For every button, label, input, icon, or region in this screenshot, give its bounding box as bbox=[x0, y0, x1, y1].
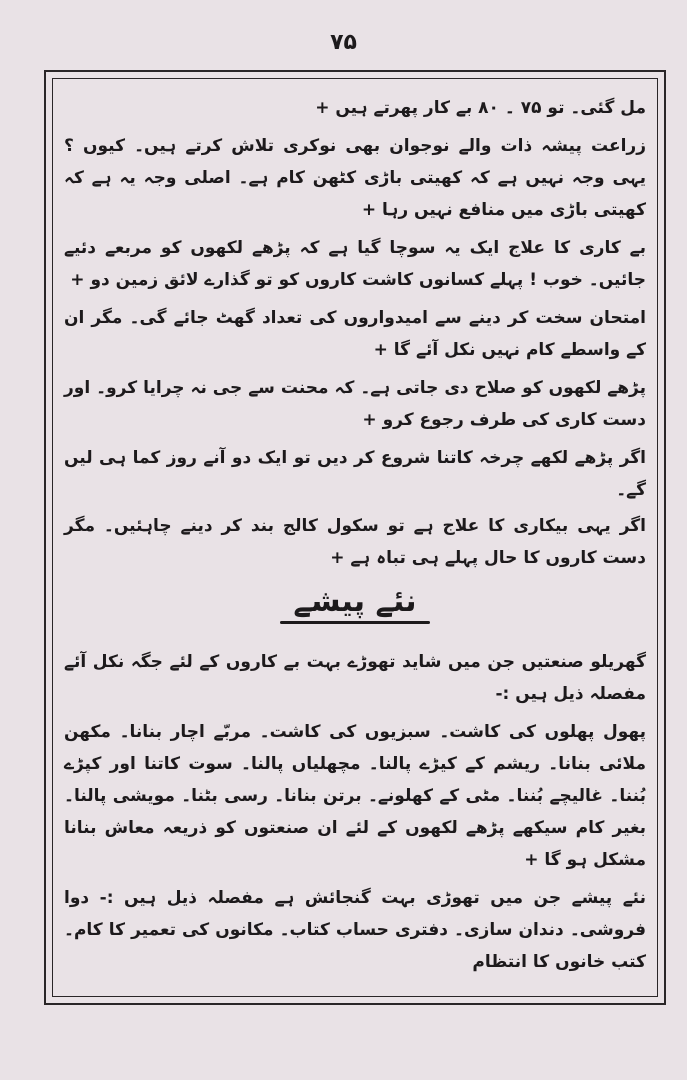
paragraph-4: امتحان سخت کر دینے سے امیدواروں کی تعداد گھٹ جائے گی۔ مگر ان کے واسطے کام نہیں نکل آئے گا + bbox=[64, 308, 646, 360]
paragraph-7: اگر یہی بیکاری کا علاج ہے تو سکول کالج بند کر دینے چاہئیں۔ مگر دست کاروں کا حال پہلے ہی تباہ ہے + bbox=[64, 516, 646, 568]
heading-underline bbox=[280, 621, 430, 624]
paragraph-1: مل گئی۔ تو ۷۵ ۔ ۸۰ بے کار پھرتے ہیں + bbox=[315, 98, 646, 118]
paragraph-9: پھول پھلوں کی کاشت۔ سبزیوں کی کاشت۔ مربّے اچار بنانا۔ مکھن ملائی بنانا۔ ریشم کے کیڑے پالنا۔ مچھلیاں پالنا۔ سوت کاتنا اور کپڑے بُننا۔ غالیچے بُننا۔ مٹی کے کھلونے۔ برتن بنانا۔ رسی بٹنا۔ مویشی پالنا۔ بغیر کام سیکھے پڑھے لکھوں کے لئے ان صنعتوں کو ذریعہ معاش بنانا مشکل ہو گا + bbox=[64, 722, 646, 870]
paragraph-2: زراعت پیشہ ذات والے نوجوان بھی نوکری تلاش کرتے ہیں۔ کیوں ؟ یہی وجہ نہیں ہے کہ کھیتی باڑی کٹھن کام ہے۔ اصلی وجہ یہ ہے کہ کھیتی باڑی میں منافع نہیں رہا + bbox=[64, 136, 646, 220]
page-number: ۷۵ bbox=[330, 30, 357, 55]
paragraph-5: پڑھے لکھوں کو صلاح دی جاتی ہے۔ کہ محنت سے جی نہ چرایا کرو۔ اور دست کاری کی طرف رجوع کرو + bbox=[64, 378, 646, 430]
paragraph-8: گھریلو صنعتیں جن میں شاید تھوڑے بہت بے کاروں کے لئے جگہ نکل آئے مفصلہ ذیل ہیں :- bbox=[64, 652, 646, 704]
paragraph-6: اگر پڑھے لکھے چرخہ کاتنا شروع کر دیں تو ایک دو آنے روز کما ہی لیں گے۔ bbox=[64, 448, 646, 500]
paragraph-10: نئے پیشے جن میں تھوڑی بہت گنجائش ہے مفصلہ ذیل ہیں :- دوا فروشی۔ دندان سازی۔ دفتری حساب کتاب۔ مکانوں کی تعمیر کا کام۔ کتب خانوں کا انتظام bbox=[64, 888, 646, 972]
page-body bbox=[64, 92, 646, 984]
paragraph-3: بے کاری کا علاج ایک یہ سوچا گیا ہے کہ پڑھے لکھوں کو مربعے دئیے جائیں۔ خوب ! پہلے کسانوں کاشت کاروں کو تو گذارے لائق زمین دو + bbox=[64, 238, 646, 290]
section-heading: نئے پیشے bbox=[293, 584, 417, 619]
section-heading-wrap bbox=[64, 584, 646, 624]
